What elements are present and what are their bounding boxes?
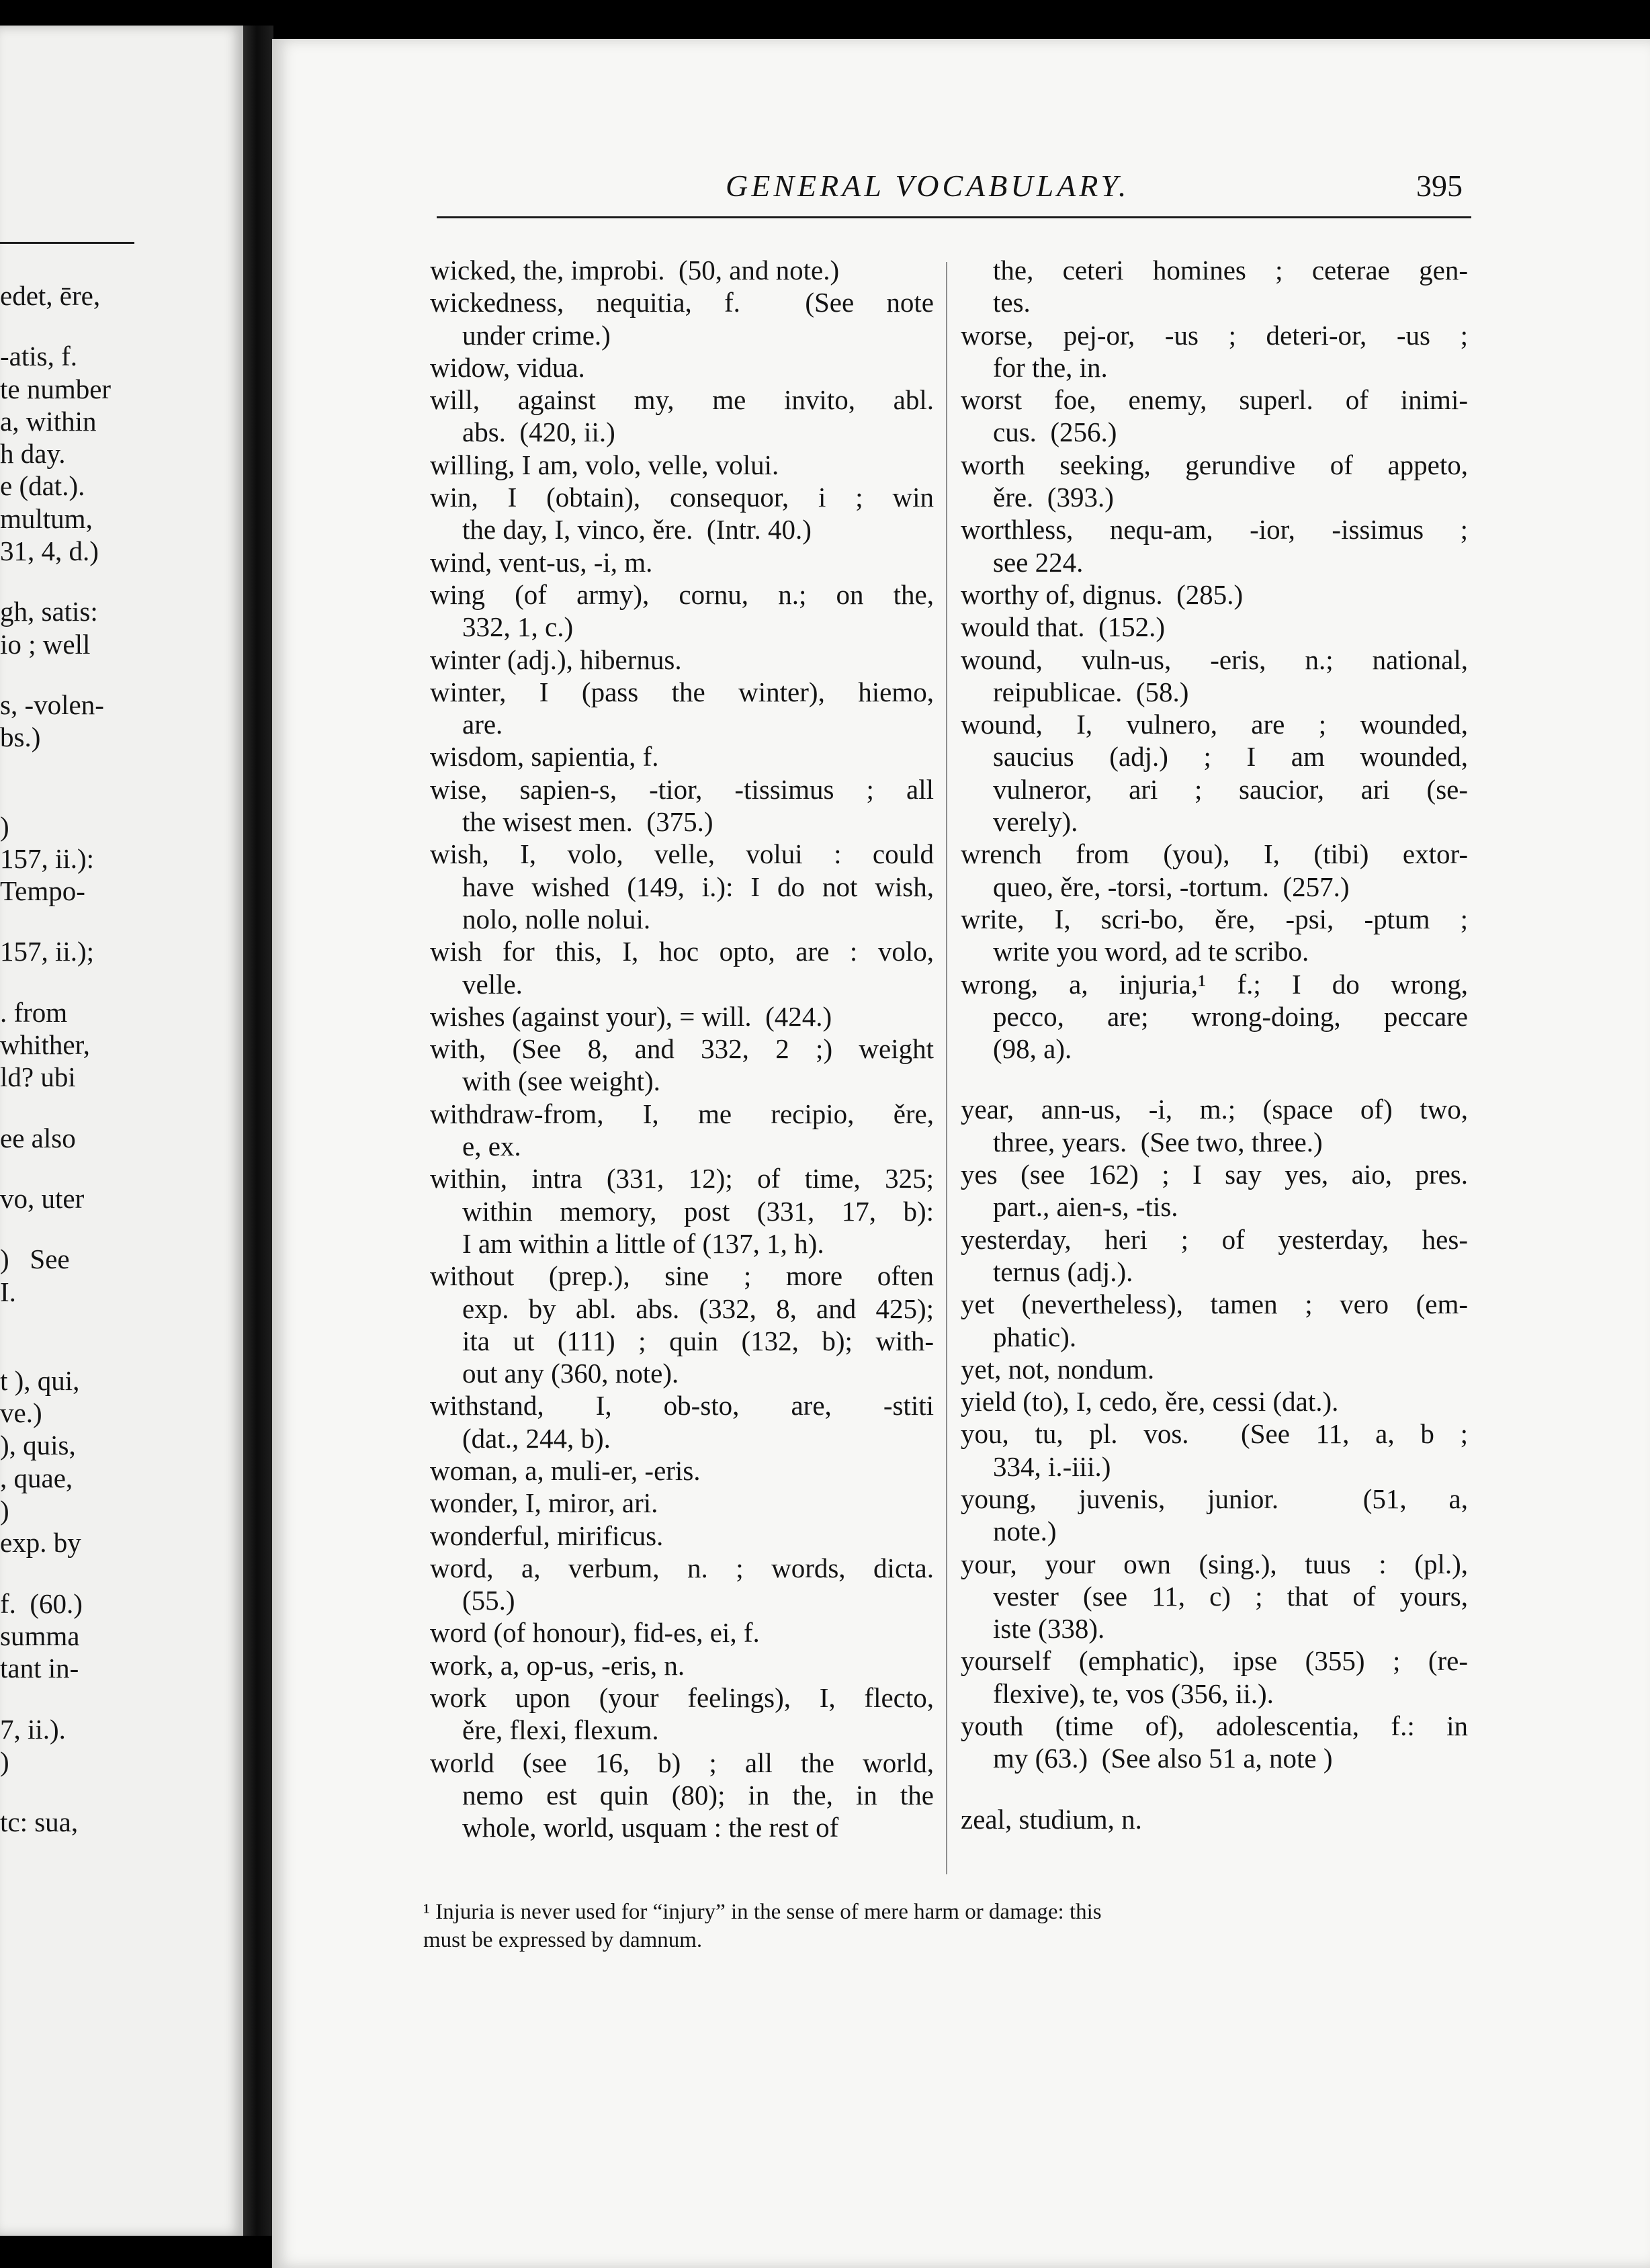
vocabulary-line: queo, ěre, -torsi, -tortum. (257.): [993, 871, 1350, 902]
vocabulary-line: (98, a).: [993, 1033, 1072, 1065]
footnote: [423, 1898, 1471, 1954]
vocabulary-line: wise, sapien-s, -tior, -tissimus ; all: [430, 773, 934, 805]
vocabulary-line: yet, not, nondum.: [961, 1353, 1155, 1385]
vocabulary-line: worthy of, dignus. (285.): [961, 578, 1244, 610]
vocabulary-line: ěre. (393.): [993, 482, 1114, 513]
vocabulary-line: word, a, verbum, n. ; words, dicta.: [430, 1552, 934, 1583]
left-page-line: ), quis,: [0, 1430, 76, 1461]
vocabulary-line: write, I, scri-bo, ěre, -psi, -ptum ;: [961, 903, 1468, 934]
vocabulary-line: (dat., 244, b).: [462, 1422, 611, 1454]
vocabulary-line: vulneror, ari ; saucior, ari (se-: [993, 773, 1468, 805]
vocabulary-line: my (63.) (See also 51 a, note ): [993, 1743, 1333, 1774]
vocabulary-line: yet (nevertheless), tamen ; vero (em-: [961, 1289, 1468, 1320]
vocabulary-line: nemo est quin (80); in the, in the: [462, 1779, 934, 1811]
left-page-line: gh, satis:: [0, 596, 98, 627]
vocabulary-line: wing (of army), cornu, n.; on the,: [430, 578, 934, 610]
vocabulary-line: flexive), te, vos (356, ii.).: [993, 1677, 1274, 1709]
vocabulary-line: within, intra (331, 12); of time, 325;: [430, 1163, 934, 1194]
left-page-line: edet, ēre,: [0, 280, 101, 311]
vocabulary-line: wish, I, volo, velle, volui : could: [430, 838, 934, 870]
vocabulary-line: have wished (149, i.): I do not wish,: [462, 871, 934, 902]
vocabulary-line: note.): [993, 1516, 1057, 1547]
left-page-line: t ), qui,: [0, 1364, 80, 1396]
vocabulary-line: wrench from (you), I, (tibi) extor-: [961, 838, 1468, 870]
vocabulary-line: wisdom, sapientia, f.: [430, 741, 659, 773]
vocabulary-line: yes (see 162) ; I say yes, aio, pres.: [961, 1159, 1468, 1190]
vocabulary-line: the, ceteri homines ; ceterae gen-: [993, 255, 1468, 286]
left-page-line: Tempo-: [0, 875, 85, 907]
vocabulary-line: work upon (your feelings), I, flecto,: [430, 1682, 934, 1714]
left-page-line: tc: sua,: [0, 1806, 79, 1838]
vocabulary-line: wishes (against your), = will. (424.): [430, 1000, 832, 1032]
vocabulary-line: ěre, flexi, flexum.: [462, 1714, 659, 1746]
vocabulary-column-right: [961, 254, 1468, 1835]
left-page-header-rule: [0, 242, 134, 244]
blank-line: [0, 567, 228, 595]
vocabulary-line: win, I (obtain), consequor, i ; win: [430, 482, 934, 513]
left-page-line: ): [0, 1495, 9, 1526]
column-divider: [946, 262, 947, 1874]
vocabulary-line: worst foe, enemy, superl. of inimi-: [961, 384, 1468, 416]
vocabulary-line: zeal, studium, n.: [961, 1803, 1142, 1835]
vocabulary-line: worth seeking, gerundive of appeto,: [961, 449, 1468, 480]
blank-line: [0, 782, 228, 810]
vocabulary-column-left: [430, 254, 934, 1844]
vocabulary-line: cus. (256.): [993, 417, 1117, 448]
blank-line: [0, 1094, 228, 1122]
header-rule: [437, 216, 1471, 218]
left-page-line: ) See: [0, 1244, 70, 1275]
blank-line: [0, 1154, 228, 1182]
blank-line: [961, 1065, 1468, 1093]
blank-line: [0, 968, 228, 996]
vocabulary-line: year, ann-us, -i, m.; (space of) two,: [961, 1094, 1468, 1125]
blank-line: [0, 1685, 228, 1713]
left-page-line: whither,: [0, 1029, 90, 1061]
blank-line: [0, 660, 228, 689]
vocabulary-line: yesterday, heri ; of yesterday, hes-: [961, 1223, 1468, 1255]
vocabulary-line: wish for this, I, hoc opto, are : volo,: [430, 936, 934, 967]
vocabulary-line: exp. by abl. abs. (332, 8, and 425);: [462, 1293, 934, 1324]
vocabulary-line: (55.): [462, 1585, 515, 1616]
vocabulary-line: e, ex.: [462, 1131, 521, 1162]
left-page: [0, 26, 243, 2236]
vocabulary-line: winter (adj.), hibernus.: [430, 644, 682, 675]
vocabulary-line: youth (time of), adolescentia, f.: in: [961, 1710, 1468, 1742]
left-page-line: ve.): [0, 1397, 42, 1429]
vocabulary-line: young, juvenis, junior. (51, a,: [961, 1483, 1468, 1514]
vocabulary-line: reipublicae. (58.): [993, 676, 1189, 707]
vocabulary-line: nolo, nolle nolui.: [462, 903, 651, 934]
left-page-text-fragments: [0, 279, 228, 1838]
vocabulary-line: the day, I, vinco, ěre. (Intr. 40.): [462, 514, 812, 546]
vocabulary-line: wind, vent-us, -i, m.: [430, 546, 653, 578]
vocabulary-line: wound, I, vulnero, are ; wounded,: [961, 709, 1468, 740]
vocabulary-line: iste (338).: [993, 1613, 1105, 1645]
left-page-line: 157, ii.);: [0, 936, 95, 967]
vocabulary-line: willing, I am, volo, velle, volui.: [430, 449, 779, 480]
vocabulary-line: phatic).: [993, 1321, 1077, 1352]
vocabulary-line: word (of honour), fid-es, ei, f.: [430, 1617, 760, 1649]
vocabulary-line: are.: [462, 709, 503, 740]
vocabulary-line: pecco, are; wrong-doing, peccare: [993, 1000, 1468, 1032]
vocabulary-line: wonder, I, miror, ari.: [430, 1487, 658, 1519]
running-head: GENERAL VOCABULARY.: [726, 169, 1130, 203]
vocabulary-line: abs. (420, ii.): [462, 417, 615, 448]
vocabulary-line: I am within a little of (137, 1, h).: [462, 1227, 824, 1259]
vocabulary-line: ita ut (111) ; quin (132, b); with-: [462, 1325, 934, 1356]
vocabulary-line: three, years. (See two, three.): [993, 1126, 1323, 1158]
vocabulary-line: verely).: [993, 806, 1078, 838]
vocabulary-line: woman, a, muli-er, -eris.: [430, 1454, 701, 1486]
vocabulary-line: withdraw-from, I, me recipio, ěre,: [430, 1098, 934, 1129]
blank-line: [0, 1778, 228, 1806]
left-page-line: 31, 4, d.): [0, 535, 99, 567]
left-page-line: bs.): [0, 722, 41, 753]
vocabulary-line: world (see 16, b) ; all the world,: [430, 1747, 934, 1778]
blank-line: [961, 1775, 1468, 1803]
left-page-line: f. (60.): [0, 1587, 83, 1619]
left-page-line: summa: [0, 1620, 80, 1651]
blank-line: [0, 1559, 228, 1587]
footnote-line: ¹ Injuria is never used for “injury” in the sense of mere harm or damage: this: [423, 1900, 1102, 1924]
blank-line: [0, 1336, 228, 1364]
left-page-line: vo, uter: [0, 1182, 85, 1214]
vocabulary-line: widow, vidua.: [430, 351, 585, 383]
left-page-line: s, -volen-: [0, 689, 104, 720]
blank-line: [0, 312, 228, 340]
left-page-line: ee also: [0, 1122, 76, 1153]
vocabulary-line: see 224.: [993, 546, 1084, 578]
left-page-line: -atis, f.: [0, 341, 77, 372]
vocabulary-line: without (prep.), sine ; more often: [430, 1260, 934, 1292]
left-page-line: multum,: [0, 503, 93, 534]
vocabulary-line: will, against my, me invito, abl.: [430, 384, 934, 416]
footnote-line: must be expressed by damnum.: [423, 1928, 703, 1952]
left-page-line: ): [0, 810, 9, 842]
vocabulary-line: under crime.): [462, 319, 611, 351]
vocabulary-line: tes.: [993, 287, 1031, 318]
vocabulary-line: would that. (152.): [961, 611, 1166, 643]
vocabulary-line: 334, i.-iii.): [993, 1450, 1111, 1482]
left-page-line: ld? ubi: [0, 1061, 76, 1093]
left-page-line: tant in-: [0, 1653, 79, 1684]
left-page-line: I.: [0, 1276, 16, 1307]
vocabulary-line: the wisest men. (375.): [462, 806, 713, 838]
vocabulary-line: part., aien-s, -tis.: [993, 1191, 1178, 1223]
left-page-line: 7, ii.).: [0, 1713, 66, 1745]
left-page-line: e (dat.).: [0, 470, 85, 502]
left-page-line: exp. by: [0, 1527, 81, 1559]
left-page-line: h day.: [0, 438, 66, 470]
vocabulary-line: wound, vuln-us, -eris, n.; national,: [961, 644, 1468, 675]
blank-line: [0, 1215, 228, 1243]
left-page-line: te number: [0, 373, 112, 404]
vocabulary-line: velle.: [462, 968, 523, 1000]
left-page-line: , quae,: [0, 1462, 73, 1493]
left-page-line: 157, ii.):: [0, 842, 95, 874]
vocabulary-line: you, tu, pl. vos. (See 11, a, b ;: [961, 1418, 1468, 1450]
blank-line: [0, 1308, 228, 1336]
left-page-line: ): [0, 1745, 9, 1777]
vocabulary-line: 332, 1, c.): [462, 611, 574, 643]
vocabulary-line: out any (360, note).: [462, 1358, 679, 1389]
left-page-line: io ; well: [0, 628, 91, 660]
vocabulary-line: worse, pej-or, -us ; deteri-or, -us ;: [961, 319, 1468, 351]
vocabulary-line: ternus (adj.).: [993, 1256, 1133, 1287]
vocabulary-line: work, a, op-us, -eris, n.: [430, 1649, 685, 1681]
left-page-line: a, within: [0, 405, 97, 437]
vocabulary-line: worthless, nequ-am, -ior, -issimus ;: [961, 514, 1468, 546]
vocabulary-line: wickedness, nequitia, f. (See note: [430, 287, 934, 318]
vocabulary-line: wicked, the, improbi. (50, and note.): [430, 255, 840, 286]
left-page-line: . from: [0, 996, 68, 1028]
vocabulary-line: write you word, ad te scribo.: [993, 936, 1309, 967]
vocabulary-line: for the, in.: [993, 351, 1108, 383]
page-number: 395: [1416, 169, 1463, 203]
vocabulary-line: wonderful, mirificus.: [430, 1520, 664, 1551]
vocabulary-line: saucius (adj.) ; I am wounded,: [993, 741, 1468, 773]
blank-line: [0, 754, 228, 782]
vocabulary-line: with (see weight).: [462, 1065, 660, 1097]
vocabulary-line: your, your own (sing.), tuus : (pl.),: [961, 1548, 1468, 1579]
vocabulary-line: wrong, a, injuria,¹ f.; I do wrong,: [961, 968, 1468, 1000]
vocabulary-line: yourself (emphatic), ipse (355) ; (re-: [961, 1645, 1468, 1677]
vocabulary-line: yield (to), I, cedo, ěre, cessi (dat.).: [961, 1386, 1339, 1418]
blank-line: [0, 907, 228, 935]
vocabulary-line: within memory, post (331, 17, b):: [462, 1195, 934, 1227]
vocabulary-line: with, (See 8, and 332, 2 ;) weight: [430, 1033, 934, 1065]
vocabulary-line: whole, world, usquam : the rest of: [462, 1812, 839, 1843]
vocabulary-line: winter, I (pass the winter), hiemo,: [430, 676, 934, 707]
vocabulary-line: vester (see 11, c) ; that of yours,: [993, 1580, 1468, 1612]
book-gutter: [243, 26, 273, 2236]
vocabulary-line: withstand, I, ob-sto, are, -stiti: [430, 1390, 934, 1422]
